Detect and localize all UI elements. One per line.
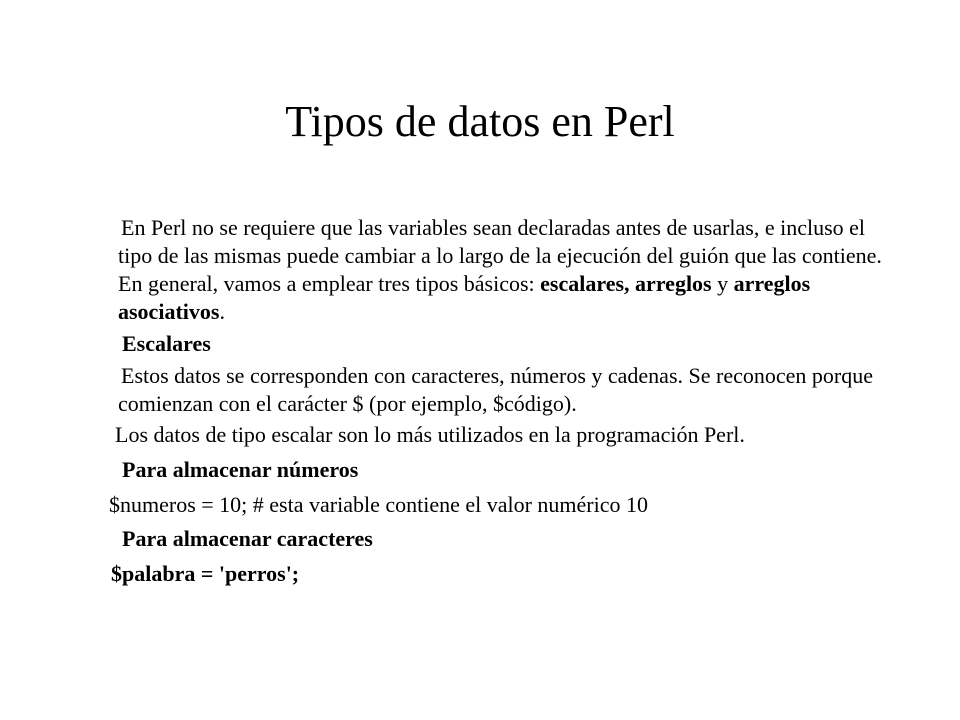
caracteres-heading: Para almacenar caracteres	[122, 526, 373, 551]
escalares-heading: Escalares	[122, 331, 211, 356]
intro-bold-types: escalares, arreglos	[540, 271, 712, 296]
caracteres-code-line: $palabra = 'perros';	[111, 561, 300, 586]
intro-bold-associative: arreglos asociativos	[118, 271, 811, 324]
numeros-code-line: $numeros = 10; # esta variable contiene el valor numérico 10	[109, 492, 649, 517]
escalares-description: Estos datos se corresponden con caracteres, números y cadenas. Se reconocen porque comienzan con el carácter $ (por ejemplo, $código).	[118, 363, 873, 416]
slide-title: Tipos de datos en Perl	[285, 97, 675, 146]
escalares-note: Los datos de tipo escalar son lo más utilizados en la programación Perl.	[115, 422, 745, 447]
intro-paragraph	[118, 214, 898, 326]
slide-body	[109, 210, 898, 588]
intro-text-before: En Perl no se requiere que las variables sean declaradas antes de usarlas, e incluso el tipo de las mismas puede cambiar a lo largo de la ejecución del guión que las contiene. En general, vamos a emplear tres tipos básicos:	[118, 215, 882, 296]
intro-text-after: .	[219, 299, 225, 324]
intro-text-mid: y	[711, 271, 734, 296]
numeros-heading: Para almacenar números	[122, 457, 359, 482]
